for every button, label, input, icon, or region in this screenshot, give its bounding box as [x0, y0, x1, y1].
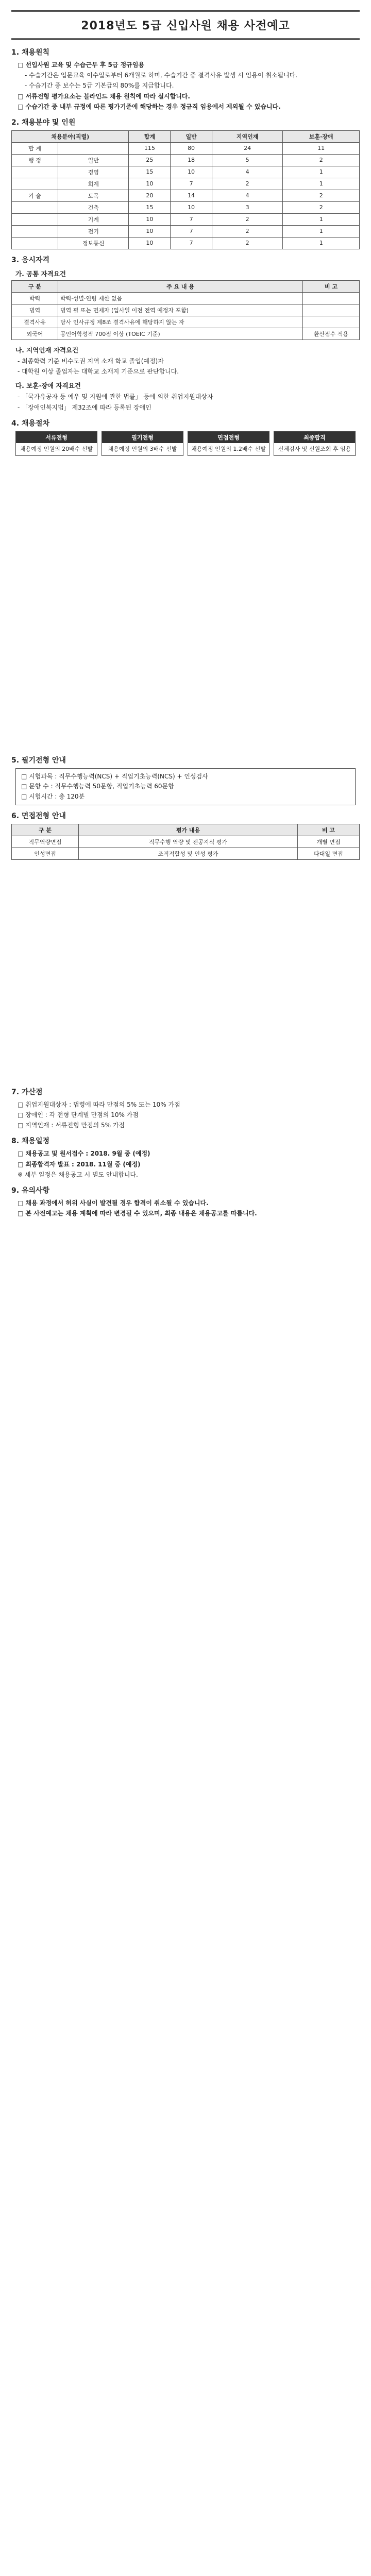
- s1-item: - 수습기간 중 보수는 5급 기본급의 80%를 지급합니다.: [25, 82, 174, 90]
- table-cell: 토목: [58, 190, 129, 201]
- s9-item: □ 본 사전예고는 채용 계획에 따라 변경될 수 있으며, 최종 내용은 채용공고를 따릅니다.: [18, 1210, 257, 1217]
- table-cell: [12, 178, 58, 190]
- table-cell: 조직적합성 및 인성 평가: [79, 848, 298, 859]
- step-head: 최종합격: [274, 432, 355, 443]
- table-cell: [12, 225, 58, 237]
- table-cell: 2: [283, 190, 360, 201]
- col-header: 비 고: [303, 280, 360, 292]
- col-header: 지역인재: [212, 130, 282, 142]
- step-head: 필기전형: [102, 432, 183, 443]
- table-cell: 80: [171, 142, 212, 154]
- table-cell: 4: [212, 166, 282, 178]
- table-cell: 1: [283, 166, 360, 178]
- table-row: [12, 166, 360, 178]
- section-8-heading: 8. 채용일정: [11, 1137, 50, 1146]
- process-flow: [15, 431, 356, 456]
- table-cell: 직무역량면접: [12, 836, 79, 848]
- s7-item: □ 장애인 : 각 전형 단계별 만점의 10% 가점: [18, 1111, 139, 1118]
- table-cell: [12, 237, 58, 249]
- table-cell: 2: [212, 178, 282, 190]
- table-cell: 1: [283, 213, 360, 225]
- table-row: [12, 225, 360, 237]
- interview-table: [11, 824, 360, 860]
- step-head: 서류전형: [16, 432, 97, 443]
- table-cell: 병역: [12, 304, 58, 316]
- table-cell: 10: [171, 201, 212, 213]
- s3-sub1: 가. 공통 자격요건: [15, 269, 66, 278]
- table-cell: [303, 316, 360, 328]
- section-9-heading: 9. 유의사항: [11, 1186, 50, 1195]
- s3-sub3: 다. 보훈·장애 자격요건: [15, 382, 81, 390]
- table-cell: 2: [283, 154, 360, 166]
- table-cell: 10: [129, 225, 171, 237]
- table-cell: [12, 201, 58, 213]
- table-row: [12, 178, 360, 190]
- table-cell: 7: [171, 225, 212, 237]
- process-step: [188, 431, 269, 456]
- table-cell: 1: [283, 225, 360, 237]
- table-row: [12, 316, 360, 328]
- table-cell: 환산점수 적용: [303, 328, 360, 340]
- table-row: [12, 328, 360, 340]
- step-body: 채용예정 인원의 3배수 선발: [108, 445, 177, 452]
- written-exam-box: [15, 768, 356, 805]
- table-row: [12, 142, 360, 154]
- table-cell: 전기: [58, 225, 129, 237]
- table-row: [12, 213, 360, 225]
- table-cell: 18: [171, 154, 212, 166]
- table-cell: 15: [129, 166, 171, 178]
- table-cell: 7: [171, 237, 212, 249]
- s1-item: □ 수습기간 중 내부 규정에 따른 평가기준에 해당하는 경우 정규직 임용에서 제외될 수 있습니다.: [18, 103, 281, 110]
- step-body: 채용예정 인원의 20배수 선발: [20, 445, 93, 452]
- table-cell: 인성면접: [12, 848, 79, 859]
- table-cell: 경영: [58, 166, 129, 178]
- col-header: 비 고: [298, 824, 360, 836]
- table-cell: 7: [171, 178, 212, 190]
- table-cell: 학력: [12, 292, 58, 304]
- table-cell: 14: [171, 190, 212, 201]
- step-head: 면접전형: [188, 432, 269, 443]
- table-cell: 학력·성별·연령 제한 없음: [58, 292, 303, 304]
- table-cell: 115: [129, 142, 171, 154]
- table-cell: 2: [212, 213, 282, 225]
- table-cell: 10: [129, 213, 171, 225]
- step-body: 신체검사 및 신원조회 후 임용: [278, 445, 351, 452]
- step-body: 채용예정 인원의 1.2배수 선발: [191, 445, 266, 452]
- table-cell: 개별 면접: [298, 836, 360, 848]
- table-cell: 1: [283, 178, 360, 190]
- table-cell: 행 정: [12, 154, 58, 166]
- table-cell: 기 술: [12, 190, 58, 201]
- table-cell: [12, 166, 58, 178]
- table-cell: 다대일 면접: [298, 848, 360, 859]
- table-cell: [303, 292, 360, 304]
- table-cell: 5: [212, 154, 282, 166]
- table-cell: 회계: [58, 178, 129, 190]
- s8-item: □ 채용공고 및 원서접수 : 2018. 9월 중 (예정): [18, 1150, 150, 1158]
- s3-sub2: 나. 지역인재 자격요건: [15, 346, 79, 354]
- table-cell: [303, 304, 360, 316]
- regional-item: - 대학원 이상 졸업자는 대학교 소재지 기준으로 판단합니다.: [18, 368, 179, 376]
- table-cell: 당사 인사규정 제8조 결격사유에 해당하지 않는 자: [58, 316, 303, 328]
- process-step: [274, 431, 356, 456]
- table-row: [12, 836, 360, 848]
- s5-item: □ 시험시간 : 총 120분: [21, 792, 85, 800]
- s7-item: □ 지역인재 : 서류전형 만점의 5% 가점: [18, 1122, 125, 1129]
- s5-item: □ 시험과목 : 직무수행능력(NCS) + 직업기초능력(NCS) + 인성검사: [21, 773, 208, 781]
- col-header: 채용분야(직렬): [12, 130, 129, 142]
- table-cell: 1: [283, 237, 360, 249]
- common-requirements-table: [11, 280, 360, 340]
- veteran-item: - 「국가유공자 등 예우 및 지원에 관한 법률」 등에 의한 취업지원대상자: [18, 393, 213, 401]
- s1-item: □ 서류전형 평가요소는 블라인드 채용 원칙에 따라 실시합니다.: [18, 92, 190, 100]
- table-cell: 일반: [58, 154, 129, 166]
- table-cell: 병역 필 또는 면제자 (입사일 이전 전역 예정자 포함): [58, 304, 303, 316]
- s7-item: □ 취업지원대상자 : 법령에 따라 만점의 5% 또는 10% 가점: [18, 1100, 180, 1108]
- section-3-heading: 3. 응시자격: [11, 256, 50, 264]
- table-cell: [12, 213, 58, 225]
- section-7-heading: 7. 가산점: [11, 1088, 43, 1096]
- table-cell: 직무수행 역량 및 전공지식 평가: [79, 836, 298, 848]
- veteran-item: - 「장애인복지법」 제32조에 따라 등록된 장애인: [18, 403, 151, 411]
- s8-item: ※ 세부 일정은 채용공고 시 별도 안내합니다.: [18, 1171, 138, 1178]
- table-cell: 2: [212, 237, 282, 249]
- table-row: [12, 292, 360, 304]
- table-row: [12, 190, 360, 201]
- table-cell: 20: [129, 190, 171, 201]
- table-cell: 합 계: [12, 142, 58, 154]
- process-step: [15, 431, 97, 456]
- table-row: [12, 304, 360, 316]
- table-cell: 25: [129, 154, 171, 166]
- table-cell: 24: [212, 142, 282, 154]
- col-header: 일반: [171, 130, 212, 142]
- section-4-heading: 4. 채용절차: [11, 419, 50, 428]
- document-body-gap: [11, 865, 360, 1081]
- table-cell: 10: [129, 178, 171, 190]
- col-header: 평가 내용: [79, 824, 298, 836]
- col-header: 주 요 내 용: [58, 280, 303, 292]
- table-cell: 정보통신: [58, 237, 129, 249]
- table-cell: 10: [171, 166, 212, 178]
- section-6-heading: 6. 면접전형 안내: [11, 811, 66, 820]
- table-cell: [58, 142, 129, 154]
- table-cell: 건축: [58, 201, 129, 213]
- process-step: [102, 431, 183, 456]
- table-cell: 15: [129, 201, 171, 213]
- document-body-gap: [11, 461, 360, 750]
- s5-item: □ 문항 수 : 직무수행능력 50문항, 직업기초능력 60문항: [21, 783, 174, 790]
- table-cell: 외국어: [12, 328, 58, 340]
- table-cell: 3: [212, 201, 282, 213]
- table-row: [12, 154, 360, 166]
- s9-item: □ 채용 과정에서 허위 사실이 발견될 경우 합격이 취소될 수 있습니다.: [18, 1199, 209, 1207]
- col-header: 구 분: [12, 824, 79, 836]
- col-header: 구 분: [12, 280, 58, 292]
- table-cell: 10: [129, 237, 171, 249]
- s1-item: □ 선입사원 교육 및 수습근무 후 5급 정규임용: [18, 61, 144, 69]
- table-row: [12, 201, 360, 213]
- document-title: 2018년도 5급 신입사원 채용 사전예고: [11, 10, 360, 40]
- regional-item: - 최종학력 기준 비수도권 지역 소재 학교 졸업(예정)자: [18, 357, 164, 365]
- table-cell: 기계: [58, 213, 129, 225]
- table-row: [12, 237, 360, 249]
- section-1-heading: 1. 채용원칙: [11, 48, 50, 57]
- section-5-heading: 5. 필기전형 안내: [11, 756, 66, 765]
- table-cell: 11: [283, 142, 360, 154]
- table-cell: 공인어학성적 700점 이상 (TOEIC 기준): [58, 328, 303, 340]
- s1-item: - 수습기간은 입문교육 이수일로부터 6개월로 하며, 수습기간 중 결격사유 발생 시 임용이 취소됩니다.: [25, 72, 298, 79]
- table-cell: 4: [212, 190, 282, 201]
- recruitment-table: [11, 130, 360, 249]
- col-header: 합계: [129, 130, 171, 142]
- section-2-heading: 2. 채용분야 및 인원: [11, 118, 76, 127]
- table-cell: 2: [212, 225, 282, 237]
- col-header: 보훈·장애: [283, 130, 360, 142]
- s8-item: □ 최종합격자 발표 : 2018. 11월 중 (예정): [18, 1160, 141, 1168]
- table-row: [12, 848, 360, 859]
- table-cell: 결격사유: [12, 316, 58, 328]
- table-cell: 7: [171, 213, 212, 225]
- table-cell: 2: [283, 201, 360, 213]
